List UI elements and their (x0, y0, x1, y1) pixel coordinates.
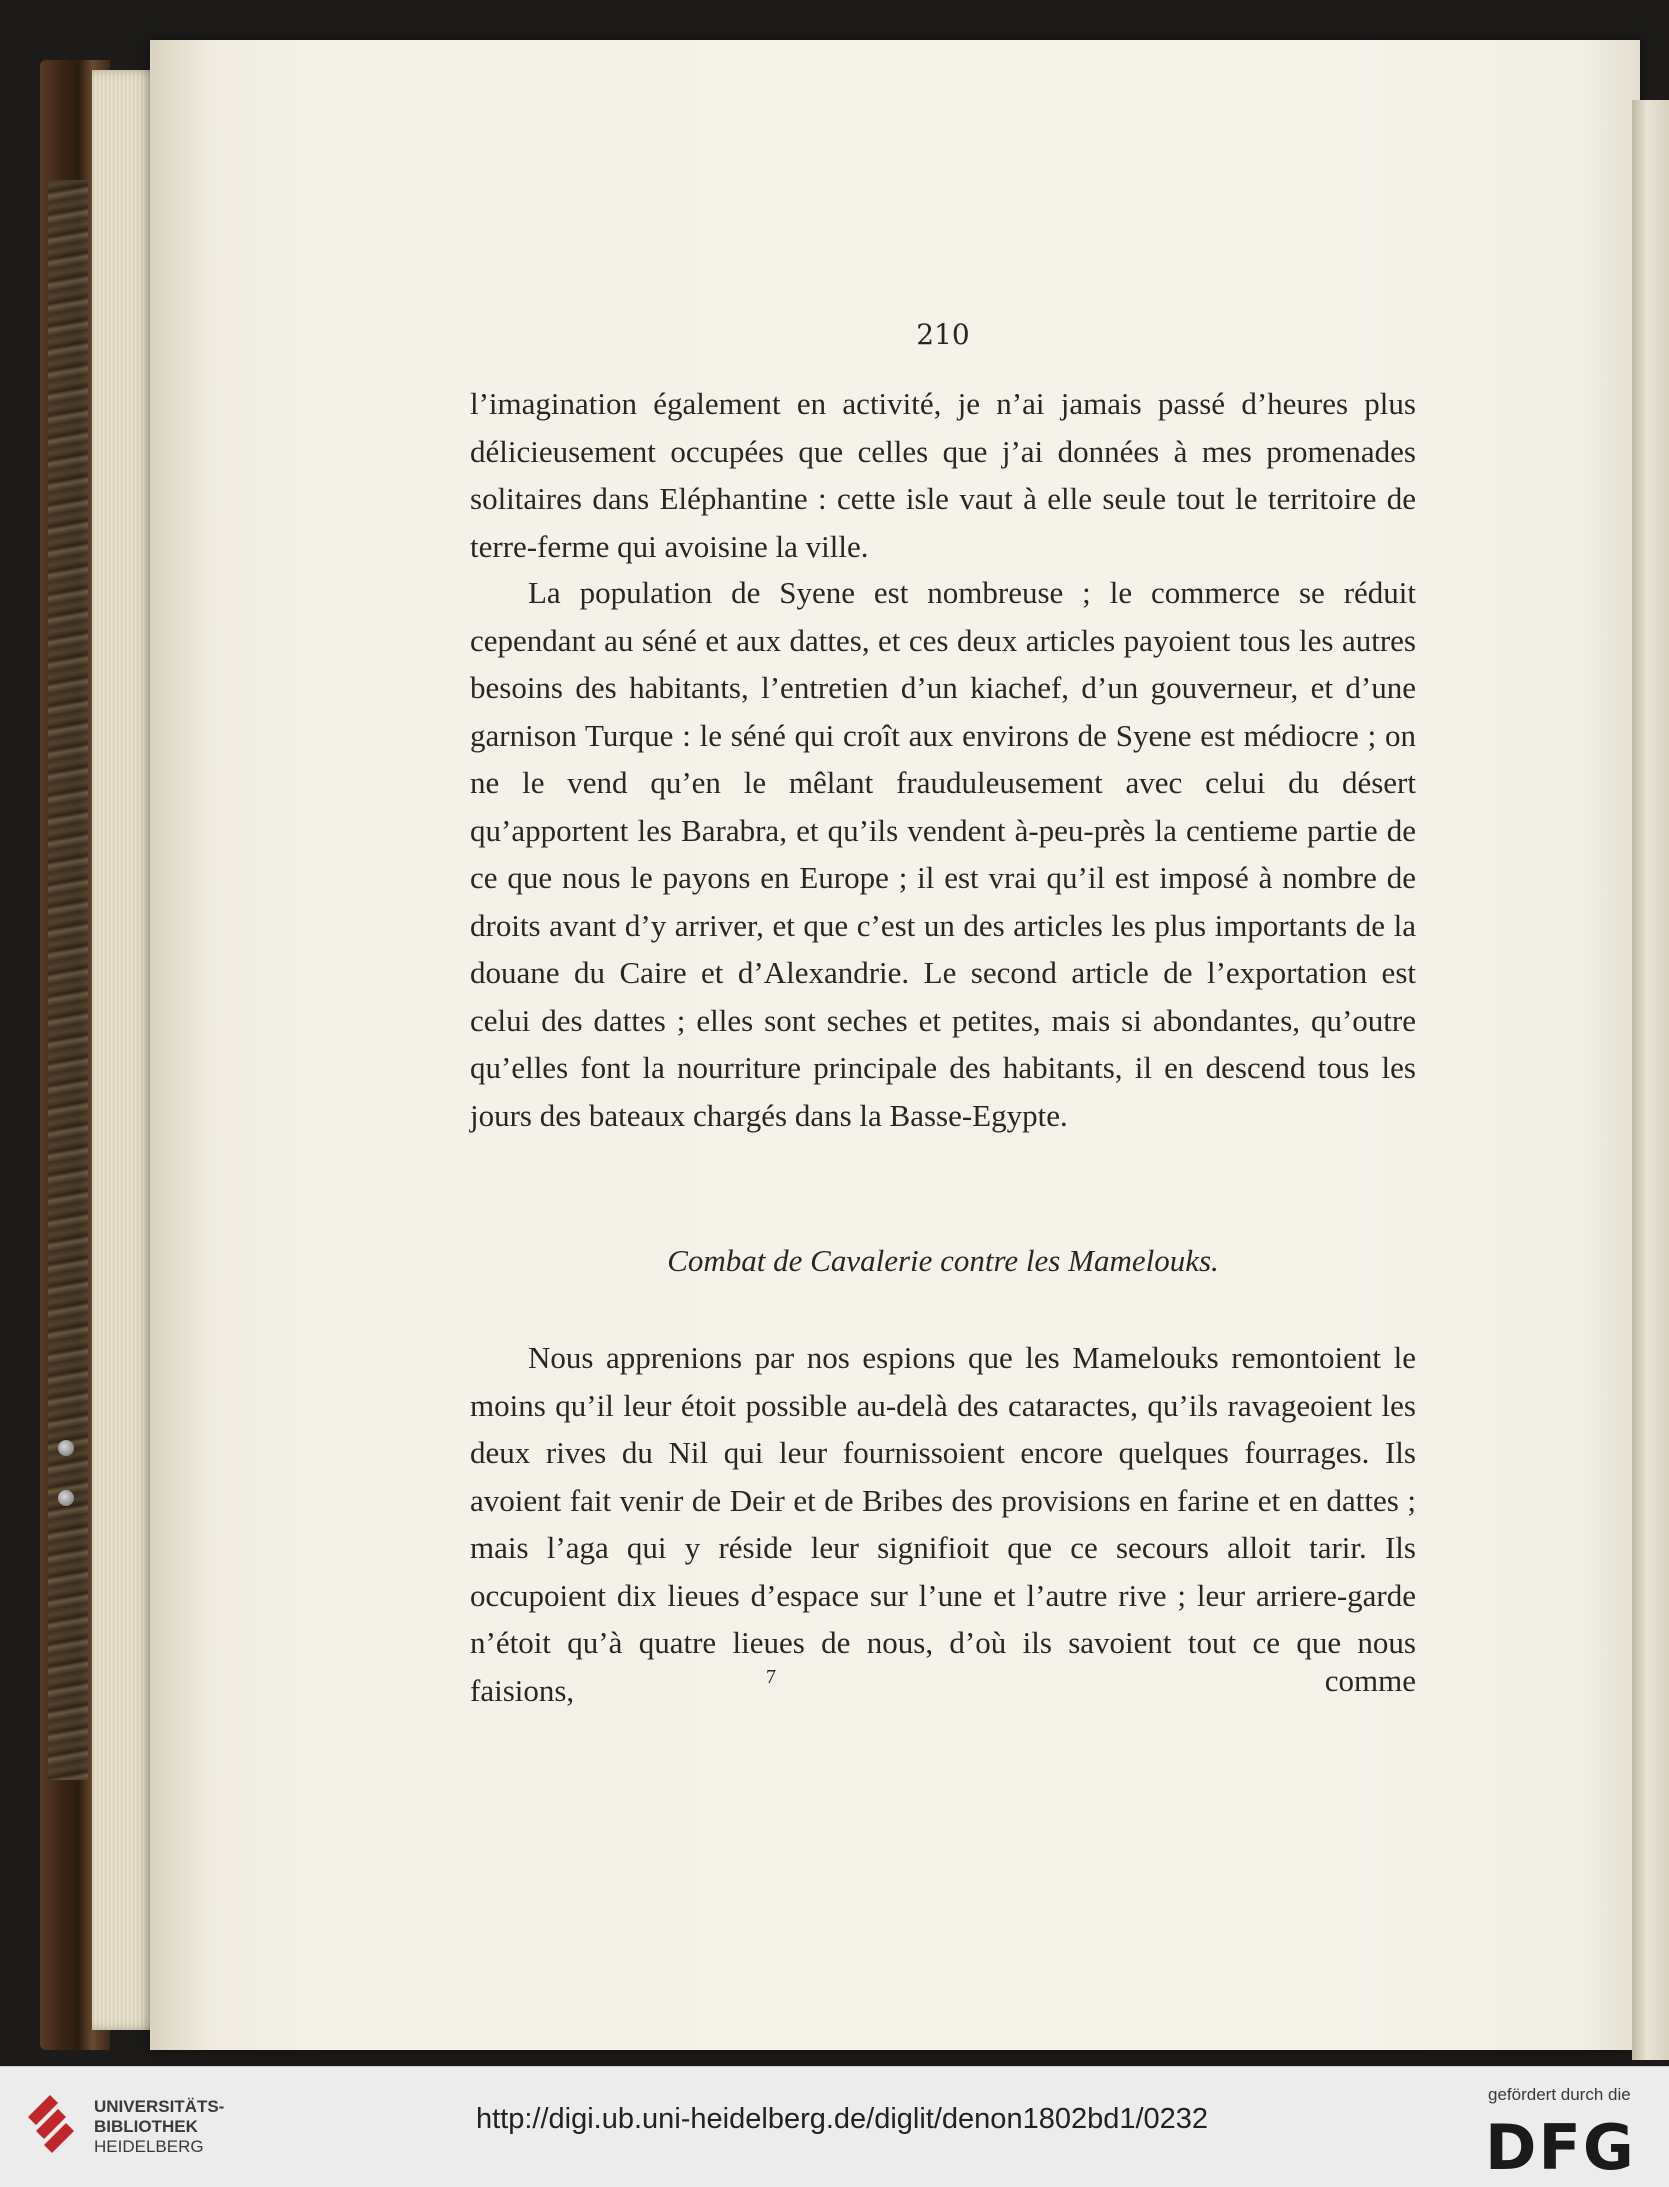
funded-by-label: gefördert durch die (1488, 2085, 1631, 2104)
university-logo-icon (20, 2087, 80, 2167)
permalink-url[interactable]: http://digi.ub.uni-heidelberg.de/diglit/denon1802bd1/0232 (476, 2103, 1209, 2135)
institution-line: HEIDELBERG (94, 2137, 204, 2156)
institution-name (94, 2097, 224, 2157)
catchword: comme (1324, 1663, 1416, 1698)
clasp-icon (58, 1490, 74, 1506)
signature-mark: 7 (766, 1666, 776, 1688)
institution-line: UNIVERSITÄTS- (94, 2097, 225, 2116)
paragraph: Nous apprenions par nos espions que les Mamelouks remontoient le moins qu’il leur étoit possible au-delà des cataractes, qu’ils ravageoient les deux rives du Nil qui leur fournissoient encore quelques fourrages. Ils avoient fait venir de Deir et de Bribes des provisions en farine et en dattes ; mais l’aga qui y réside leur signifioit que ce secours alloit tarir. Ils occupoient dix lieues d’espace sur l’une et l’autre rive ; leur arriere-garde n’étoit qu’à quatre lieues de nous, d’où ils savoient tout ce que nous faisions, (470, 1340, 1416, 1708)
dfg-logo: DFG (1485, 2111, 1636, 2184)
clasp-icon (58, 1440, 74, 1456)
paragraph: La population de Syene est nombreuse ; le commerce se réduit cependant au séné et aux dattes, et ces deux articles payoient tous les autres besoins des habitants, l’entretien d’un kiachef, d’un gouverneur, et d’une garnison Turque : le séné qui croît aux environs de Syene est médiocre ; on ne le vend qu’en le mêlant frauduleusement avec celui du désert qu’apportent les Barabra, et qu’ils vendent à-peu-près la centieme partie de ce que nous le payons en Europe ; il est vrai qu’il est imposé à nombre de droits avant d’y arriver, et que c’est un des articles les plus importants de la douane du Caire et d’Alexandrie. Le second article de l’exportation est celui des dattes ; elles sont seches et petites, mais si abondantes, qu’outre qu’elles font la nourriture principale des habitants, il en descend tous les jours des bateaux chargés dans la Basse-Egypte. (470, 575, 1416, 1133)
paragraph: l’imagination également en activité, je n’ai jamais passé d’heures plus délicieusement occupées que celles que j’ai données à mes promenades solitaires dans Eléphantine : cette isle vaut à elle seule tout le territoire de terre-ferme qui avoisine la ville. (470, 386, 1416, 564)
marbled-cover (48, 180, 88, 1780)
institution-line: BIBLIOTHEK (94, 2117, 198, 2136)
section-heading: Combat de Cavalerie contre les Mamelouks. (667, 1243, 1219, 1278)
page-number: 210 (916, 318, 970, 351)
footer-bar (0, 2066, 1669, 2187)
facing-page-edge (1632, 100, 1669, 2060)
